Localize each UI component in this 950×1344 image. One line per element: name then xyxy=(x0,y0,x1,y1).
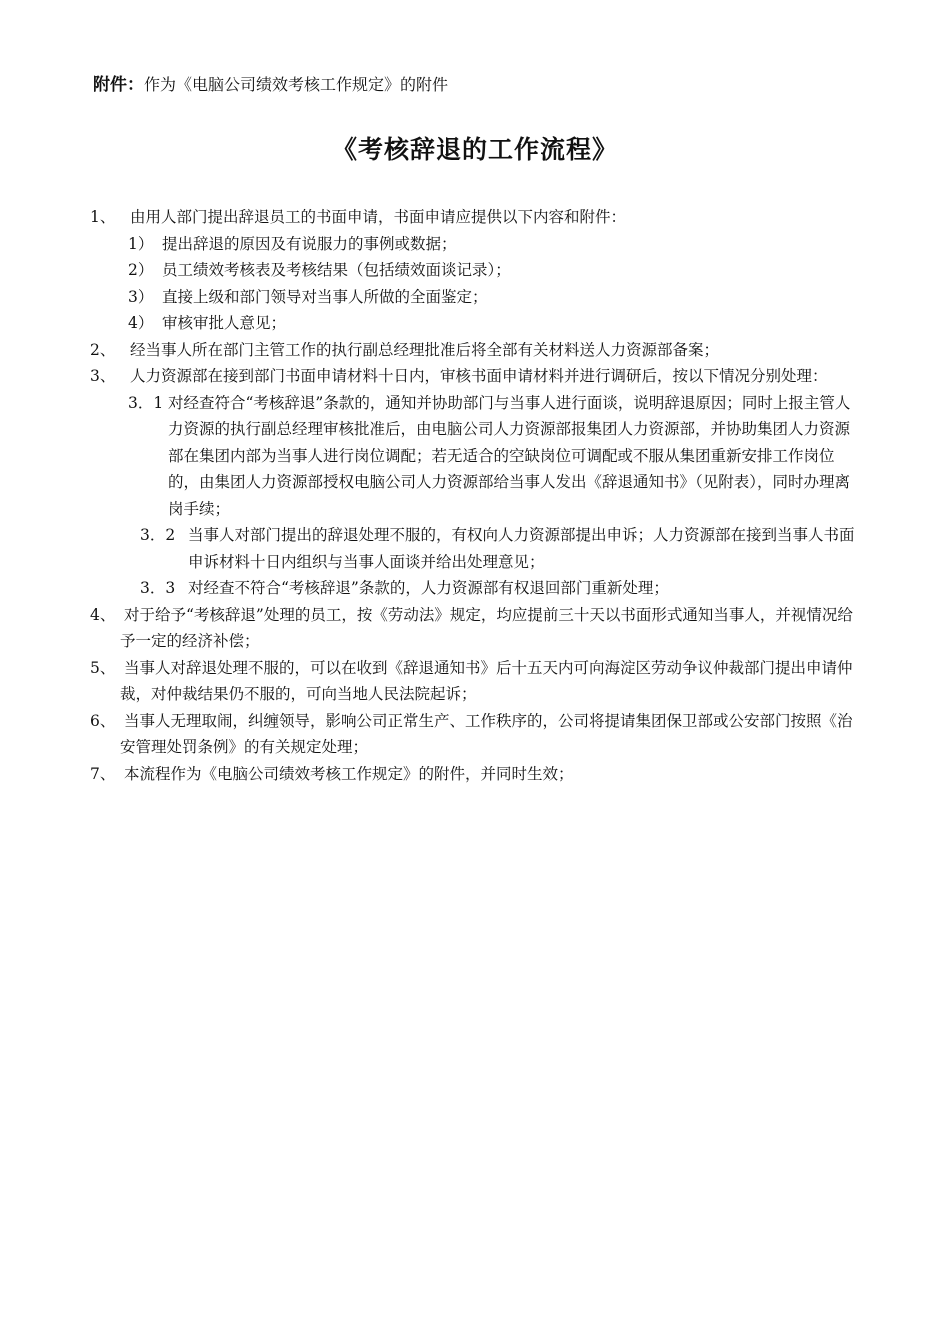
sub-item-1-1 xyxy=(90,231,862,258)
list-item-7 xyxy=(90,761,862,788)
attachment-text: 作为《电脑公司绩效考核工作规定》的附件 xyxy=(144,75,449,94)
list-item-3 xyxy=(90,363,862,390)
list-item-4 xyxy=(90,602,862,655)
item-text: 本流程作为《电脑公司绩效考核工作规定》的附件，并同时生效； xyxy=(124,764,574,783)
item-number: 3、 xyxy=(90,367,116,385)
sub-item-number: 4） xyxy=(128,314,154,332)
item-text: 对于给予“考核辞退”处理的员工，按《劳动法》规定，均应提前三十天以书面形式通知当事人，并视情况给予一定的经济补偿； xyxy=(120,605,853,650)
sub-item-number: 3） xyxy=(128,287,154,306)
sub-item-text: 直接上级和部门领导对当事人所做的全面鉴定； xyxy=(162,287,488,306)
document-body xyxy=(90,204,862,787)
item-number: 5、 xyxy=(90,658,116,677)
item-text: 由用人部门提出辞退员工的书面申请，书面申请应提供以下内容和附件： xyxy=(130,208,627,226)
list-item-5 xyxy=(90,655,862,708)
attachment-note xyxy=(93,73,448,97)
sub-item-3-1 xyxy=(90,390,862,523)
sub-item-1-3 xyxy=(90,284,862,311)
sub-item-number: 2） xyxy=(128,261,154,279)
sub-item-text: 审核审批人意见； xyxy=(162,314,287,332)
sub-item-1-4 xyxy=(90,310,862,337)
item-number: 4、 xyxy=(90,605,116,624)
item-text: 经当事人所在部门主管工作的执行副总经理批准后将全部有关材料送人力资源部备案； xyxy=(130,340,720,359)
sub-item-text: 对经查不符合“考核辞退”条款的，人力资源部有权退回部门重新处理； xyxy=(188,579,669,597)
sub-item-number: 3．1 xyxy=(128,393,164,412)
sub-item-text: 员工绩效考核表及考核结果（包括绩效面谈记录）； xyxy=(162,261,511,279)
sub-item-text: 提出辞退的原因及有说服力的事例或数据； xyxy=(162,234,457,253)
item-text: 人力资源部在接到部门书面申请材料十日内，审核书面申请材料并进行调研后，按以下情况分别处理： xyxy=(130,367,828,385)
sub-item-text: 当事人对部门提出的辞退处理不服的，有权向人力资源部提出申诉；人力资源部在接到当事人书面申诉材料十日内组织与当事人面谈并给出处理意见； xyxy=(188,526,855,571)
item-number: 2、 xyxy=(90,340,116,359)
sub-item-3-2 xyxy=(90,522,862,575)
list-item-1 xyxy=(90,204,862,231)
item-text: 当事人对辞退处理不服的，可以在收到《辞退通知书》后十五天内可向海淀区劳动争议仲裁部门提出申请仲裁，对仲裁结果仍不服的，可向当地人民法院起诉； xyxy=(120,658,853,703)
document-title: 《考核辞退的工作流程》 xyxy=(331,135,618,164)
attachment-label: 附件： xyxy=(93,75,144,95)
sub-item-number: 3．2 xyxy=(140,526,176,544)
sub-item-number: 3．3 xyxy=(140,579,176,597)
item-number: 6、 xyxy=(90,711,116,730)
item-text: 当事人无理取闹，纠缠领导，影响公司正常生产、工作秩序的，公司将提请集团保卫部或公安部门按照《治安管理处罚条例》的有关规定处理； xyxy=(120,711,853,756)
item-number: 7、 xyxy=(90,764,116,783)
sub-item-number: 1） xyxy=(128,234,154,253)
item-number: 1、 xyxy=(90,208,116,226)
sub-item-text: 对经查符合“考核辞退”条款的，通知并协助部门与当事人进行面谈，说明辞退原因；同时上报主管人力资源的执行副总经理审核批准后，由电脑公司人力资源部报集团人力资源部，并协助集团人力资源部在集团内部为当事人进行岗位调配；若无适合的空缺岗位可调配或不服从集团重新安排工作岗位的，由集团人力资源部授权电脑公司人力资源部给当事人发出《辞退通知书》（见附表），同时办理离岗手续； xyxy=(168,393,851,518)
sub-item-3-3 xyxy=(90,575,862,602)
list-item-2 xyxy=(90,337,862,364)
list-item-6 xyxy=(90,708,862,761)
sub-item-1-2 xyxy=(90,257,862,284)
